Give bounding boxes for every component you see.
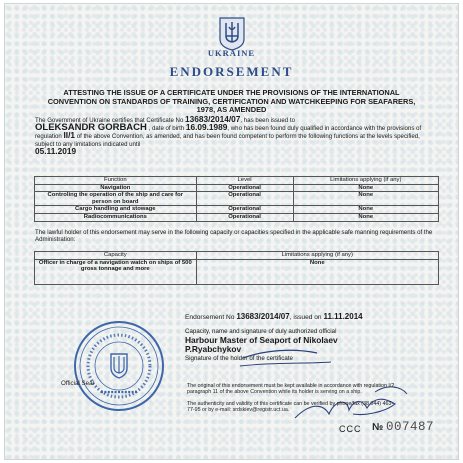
column-header-level: Level	[196, 177, 293, 185]
table-row	[35, 184, 439, 192]
certify-text-2: , has been issued to	[240, 117, 295, 124]
table-row	[35, 259, 439, 284]
official-seal-label: Official Seal	[61, 380, 94, 387]
holder-name: OLEKSANDR GORBACH	[35, 122, 147, 134]
column-header-capacity: Capacity	[35, 252, 197, 260]
column-header-limitations: Limitations applying (if any)	[196, 252, 438, 260]
holder-signature-caption: Signature of the holder of the certificate	[185, 355, 294, 362]
certify-text-4: , who has been found duly qualified in accordance with the provisions of regulation	[35, 125, 422, 141]
column-header-limitations: Limitations applying (if any)	[293, 177, 438, 185]
document-title: ENDORSEMENT	[169, 64, 294, 79]
capacity-table	[34, 251, 439, 285]
certification-paragraph	[35, 116, 435, 156]
regulation: II/1	[63, 130, 75, 141]
function-cell: Cargo handling and stowage	[35, 206, 197, 214]
functions-table-header	[35, 177, 439, 185]
capacity-table-header	[35, 252, 439, 260]
limitation-cell: None	[293, 192, 438, 206]
limitation-cell: None	[196, 259, 438, 284]
function-cell: Navigation	[35, 184, 197, 192]
official-name: P.Ryabchykov	[185, 344, 242, 354]
column-header-function: Function	[35, 177, 197, 185]
endorsement-number-line	[185, 312, 363, 321]
certify-text-3: , date of birth	[146, 125, 186, 133]
level-cell: Operational	[196, 213, 293, 221]
level-cell: Operational	[196, 206, 293, 214]
level-cell: Operational	[196, 192, 293, 206]
date-of-birth: 16.09.1989	[185, 122, 228, 133]
attesting-heading: ATTESTING THE ISSUE OF A CERTIFICATE UNDER THE PROVISIONS OF THE INTERNATIONAL CONVENTION ON STANDARDS OF TRAINING, CERTIFICATION AND WATCHKEEPING FOR SEAFARERS, 1978, AS AMENDED	[47, 88, 416, 115]
coat-of-arms-icon	[219, 17, 245, 51]
issued-on-text: , issued on	[289, 314, 324, 321]
certify-text-1: The Government of Ukraine certifies that Certificate No	[35, 117, 186, 124]
official-seal-stamp	[71, 318, 167, 414]
serial-series: CCC	[339, 424, 362, 434]
function-cell: Radiocommunications	[35, 213, 197, 221]
endorsement-document	[4, 3, 459, 460]
table-row	[35, 213, 439, 221]
function-cell: Controling the operation of the ship and care for person on board	[35, 192, 197, 206]
level-cell: Operational	[196, 184, 293, 192]
serial-number-sign: №	[372, 422, 384, 433]
certify-text-5: of the above Convention, as amended, and has been found competent to perform the following functions at the levels specified, subject to any limitations indicated until	[35, 133, 420, 148]
limitation-cell: None	[293, 213, 438, 221]
table-row	[35, 206, 439, 214]
certificate-number: 13683/2014/07	[185, 114, 241, 124]
functions-table	[34, 176, 439, 222]
endorsement-number: 13683/2014/07	[236, 312, 290, 321]
keep-original-note: The original of this endorsement must be kept available in accordance with regulation I/2, paragraph 11 of the above Convention while its holder is serving on a ship.	[187, 383, 396, 396]
limitation-cell: None	[293, 184, 438, 192]
verification-note: The authenticity and validity of this certificate can be verified by phone/fax (38 044) 463-77-95 or by e-mail: srdskiev@registr.uct.ua.	[187, 401, 394, 414]
lawful-holder-paragraph: The lawful holder of this endorsement may serve in the following capacity or capacities specified in the applicable safe manning requirements of the Administration:	[35, 229, 433, 244]
country-label: UKRAINE	[207, 48, 256, 58]
endorsement-prefix: Endorsement No	[185, 314, 237, 321]
serial-number: 007487	[386, 420, 435, 434]
issue-date: 11.11.2014	[323, 312, 363, 321]
capacity-cell: Officer in charge of a navigation watch on ships of 500 gross tonnage and more	[35, 259, 197, 284]
table-row	[35, 192, 439, 206]
official-position: Harbour Master of Seaport of Nikolaev	[185, 335, 338, 345]
valid-until-date: 05.11.2019	[35, 145, 77, 156]
limitation-cell: None	[293, 206, 438, 214]
official-caption: Capacity, name and signature of duly authorized official	[185, 328, 337, 335]
